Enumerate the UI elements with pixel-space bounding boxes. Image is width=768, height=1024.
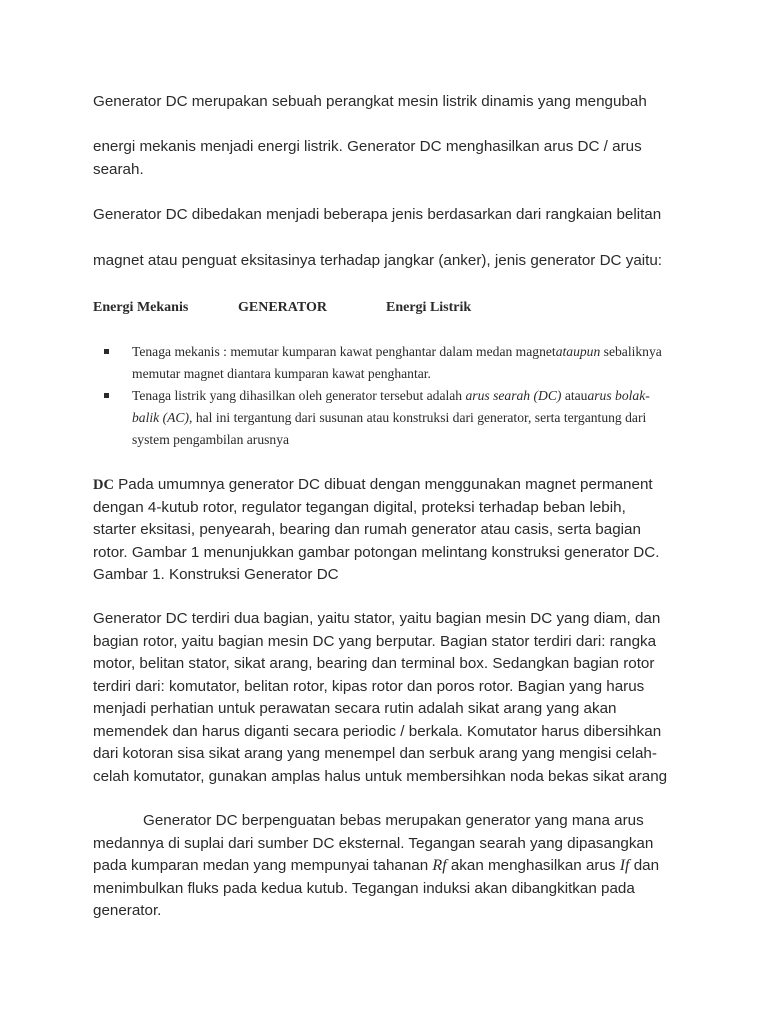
intro-paragraph-line-2: energi mekanis menjadi energi listrik. Generator DC menghasilkan arus DC / arus searah. (93, 138, 642, 178)
square-bullet-icon (104, 393, 109, 398)
if-symbol: If (619, 857, 630, 874)
separately-excited-paragraph: Generator DC berpenguatan bebas merupakan generator yang mana arus medannya di suplai dari sumber DC eksternal. Tegangan searah yang dipasangkan pada kumparan medan yang mempunyai tahanan Rf akan menghasilkan arus If dan menimbulkan fluks pada kedua kutub. Tegangan induksi akan dibangkitkan pada generator. (93, 812, 660, 919)
square-bullet-icon (104, 349, 109, 354)
input-energy-label: Energi Mekanis (93, 300, 189, 315)
generator-label: GENERATOR (238, 300, 327, 315)
energy-conversion-labels (93, 297, 593, 319)
list-item: Tenaga listrik yang dihasilkan oleh generator tersebut adalah arus searah (DC) atauarus bolak-balik (AC), hal ini tergantung dari susunan atau konstruksi dari generator, serta tergantung dari system pengambilan arusnya (104, 385, 664, 451)
list-item: Tenaga mekanis : memutar kumparan kawat penghantar dalam medan magnetataupun sebaliknya memutar magnet diantara kumparan kawat penghantar. (104, 341, 664, 385)
dc-construction-paragraph: DC Pada umumnya generator DC dibuat dengan menggunakan magnet permanent dengan 4-kutub rotor, regulator tegangan digital, proteksi terhadap beban lebih, starter eksitasi, penyearah, bearing dan rumah generator atau casis, serta bagian rotor. Gambar 1 menunjukkan gambar potongan melintang konstruksi generator DC. Gambar 1. Konstruksi Generator DC (93, 476, 660, 583)
intro-paragraph-line-1: Generator DC merupakan sebuah perangkat mesin listrik dinamis yang mengubah (93, 93, 647, 110)
dc-lead-word: DC (93, 477, 114, 493)
bullet-list (104, 341, 664, 451)
rf-symbol: Rf (432, 857, 447, 874)
types-paragraph-line-1: Generator DC dibedakan menjadi beberapa jenis berdasarkan dari rangkaian belitan (93, 206, 662, 223)
types-paragraph-line-2: magnet atau penguat eksitasinya terhadap jangkar (anker), jenis generator DC yaitu: (93, 252, 663, 269)
stator-rotor-paragraph: Generator DC terdiri dua bagian, yaitu stator, yaitu bagian mesin DC yang diam, dan bagian rotor, yaitu bagian mesin DC yang berputar. Bagian stator terdiri dari: rangka motor, belitan stator, sikat arang, bearing dan terminal box. Sedangkan bagian rotor terdiri dari: komutator, belitan rotor, kipas rotor dan poros rotor. Bagian yang harus menjadi perhatian untuk perawatan secara rutin adalah sikat arang yang akan memendek dan harus diganti secara periodic / berkala. Komutator harus dibersihkan dari kotoran sisa sikat arang yang menempel dan serbuk arang yang mengisi celah-celah komutator, gunakan amplas halus untuk membersihkan noda bekas sikat arang (93, 610, 668, 785)
output-energy-label: Energi Listrik (386, 300, 472, 315)
